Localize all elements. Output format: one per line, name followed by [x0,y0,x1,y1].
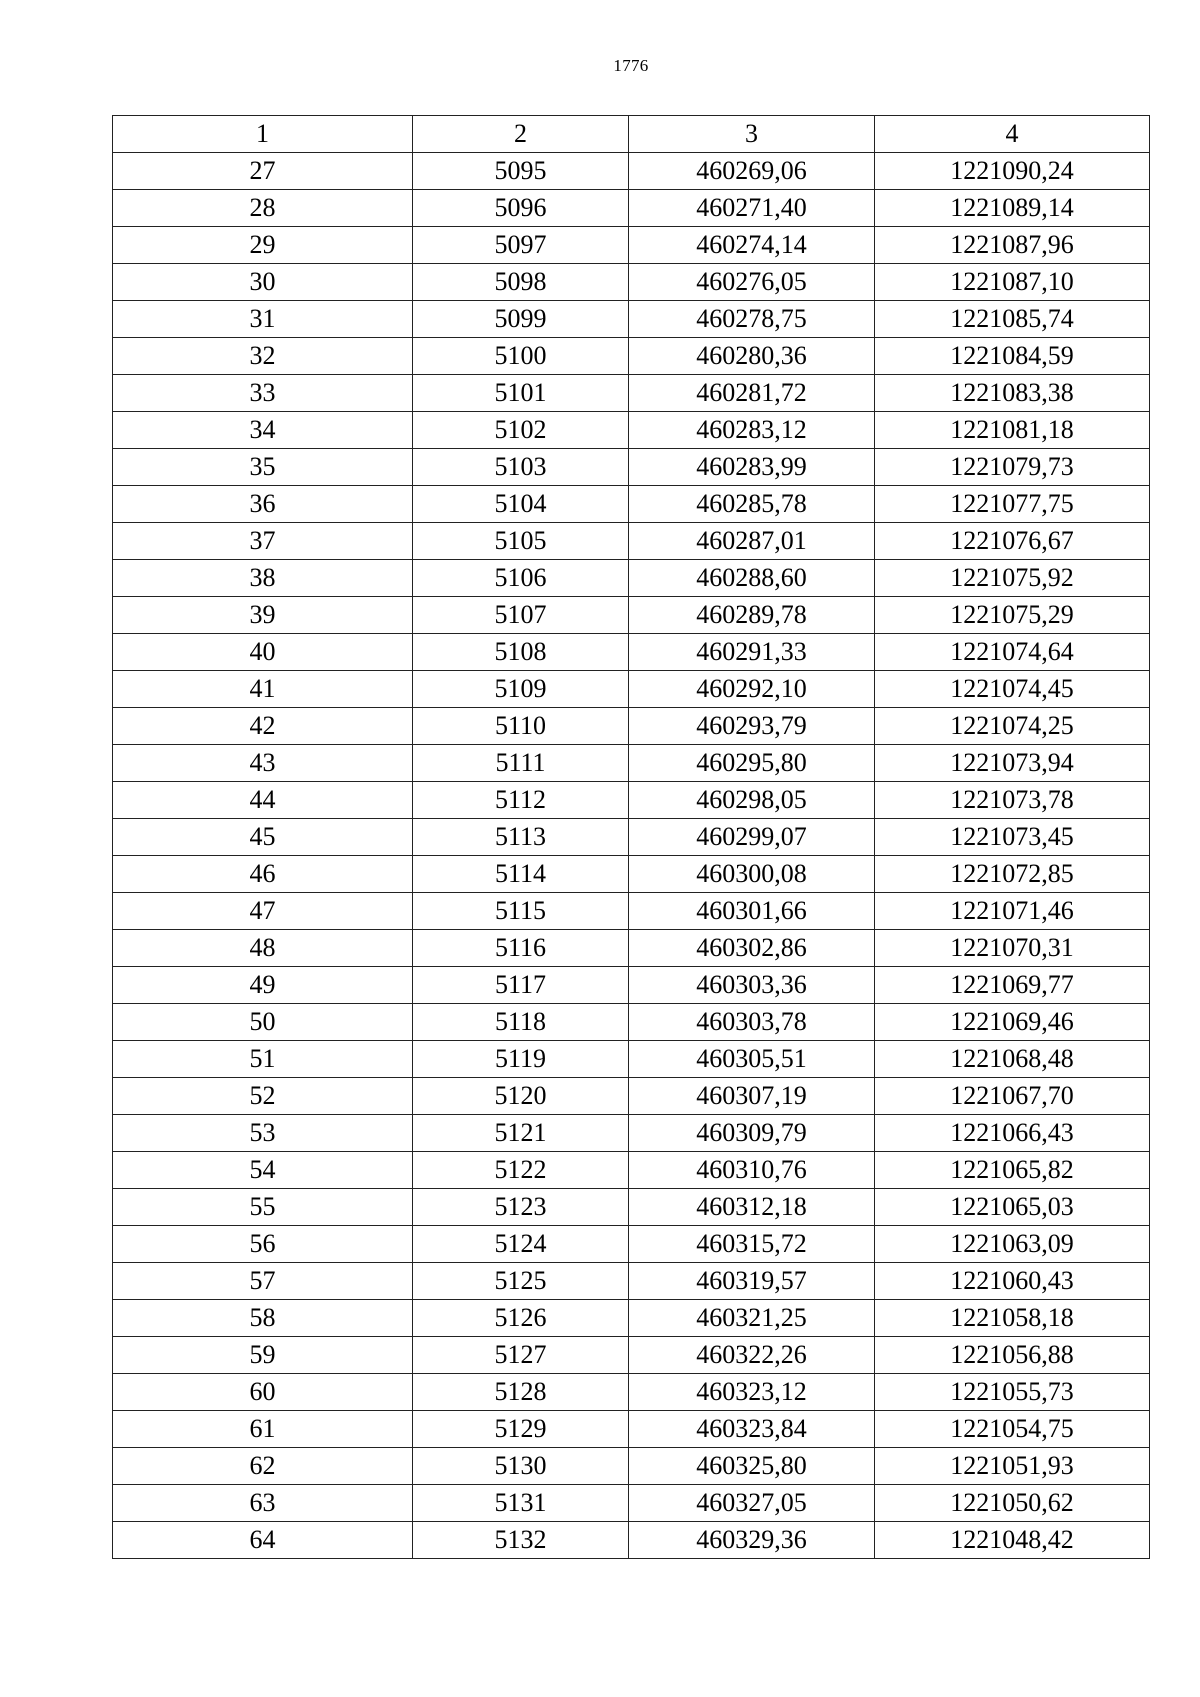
table-cell: 5103 [413,449,629,486]
table-row [113,375,1150,412]
table-cell: 1221066,43 [875,1115,1150,1152]
table-cell: 5104 [413,486,629,523]
table-cell: 27 [113,153,413,190]
table-cell: 460312,18 [629,1189,875,1226]
table-cell: 460288,60 [629,560,875,597]
table-row [113,1337,1150,1374]
header-cell: 4 [875,116,1150,153]
table-cell: 460327,05 [629,1485,875,1522]
table-cell: 1221074,45 [875,671,1150,708]
header-row [113,116,1150,153]
table-cell: 38 [113,560,413,597]
table-cell: 1221081,18 [875,412,1150,449]
table-cell: 460323,84 [629,1411,875,1448]
table-cell: 5116 [413,930,629,967]
table-cell: 5122 [413,1152,629,1189]
table-cell: 460291,33 [629,634,875,671]
table-cell: 1221079,73 [875,449,1150,486]
table-cell: 1221067,70 [875,1078,1150,1115]
table-cell: 37 [113,523,413,560]
table-cell: 1221074,64 [875,634,1150,671]
table-cell: 43 [113,745,413,782]
table-cell: 1221075,29 [875,597,1150,634]
table-cell: 1221073,45 [875,819,1150,856]
table-cell: 57 [113,1263,413,1300]
table-cell: 1221075,92 [875,560,1150,597]
table-cell: 460283,99 [629,449,875,486]
table-header [113,116,1150,153]
table-cell: 47 [113,893,413,930]
table-cell: 1221087,10 [875,264,1150,301]
table-cell: 5106 [413,560,629,597]
table-cell: 56 [113,1226,413,1263]
table-cell: 460271,40 [629,190,875,227]
table-row [113,597,1150,634]
table-cell: 1221070,31 [875,930,1150,967]
table-cell: 50 [113,1004,413,1041]
header-cell: 1 [113,116,413,153]
table-cell: 460305,51 [629,1041,875,1078]
table-cell: 1221084,59 [875,338,1150,375]
table-cell: 1221056,88 [875,1337,1150,1374]
table-row [113,1448,1150,1485]
table-cell: 1221073,94 [875,745,1150,782]
table-row [113,1411,1150,1448]
page-number: 1776 [613,56,649,75]
table-cell: 5119 [413,1041,629,1078]
table-cell: 5113 [413,819,629,856]
table-cell: 460322,26 [629,1337,875,1374]
table-cell: 58 [113,1300,413,1337]
table-cell: 460303,78 [629,1004,875,1041]
table-cell: 59 [113,1337,413,1374]
table-cell: 1221085,74 [875,301,1150,338]
table-cell: 5109 [413,671,629,708]
table-row [113,1152,1150,1189]
table-cell: 1221087,96 [875,227,1150,264]
table-row [113,560,1150,597]
table-cell: 460295,80 [629,745,875,782]
table-cell: 46 [113,856,413,893]
table-cell: 41 [113,671,413,708]
table-cell: 460301,66 [629,893,875,930]
table-cell: 5114 [413,856,629,893]
table-row [113,708,1150,745]
table-row [113,1485,1150,1522]
table-cell: 55 [113,1189,413,1226]
table-row [113,449,1150,486]
table-cell: 460293,79 [629,708,875,745]
table-cell: 34 [113,412,413,449]
table-cell: 51 [113,1041,413,1078]
table-row [113,1374,1150,1411]
table-cell: 60 [113,1374,413,1411]
table-row [113,930,1150,967]
table-row [113,1189,1150,1226]
table-cell: 460329,36 [629,1522,875,1559]
table-cell: 460298,05 [629,782,875,819]
table-row [113,412,1150,449]
table-cell: 36 [113,486,413,523]
table-cell: 5096 [413,190,629,227]
table-cell: 1221050,62 [875,1485,1150,1522]
table-cell: 1221069,77 [875,967,1150,1004]
table-cell: 5098 [413,264,629,301]
header-cell: 2 [413,116,629,153]
table-cell: 63 [113,1485,413,1522]
table-cell: 1221072,85 [875,856,1150,893]
table-cell: 5125 [413,1263,629,1300]
table-cell: 460276,05 [629,264,875,301]
table-cell: 460302,86 [629,930,875,967]
table-cell: 40 [113,634,413,671]
table-cell: 5121 [413,1115,629,1152]
table-cell: 52 [113,1078,413,1115]
table-cell: 460280,36 [629,338,875,375]
table-row [113,893,1150,930]
table-row [113,523,1150,560]
table-cell: 460281,72 [629,375,875,412]
table-cell: 1221071,46 [875,893,1150,930]
table-cell: 1221060,43 [875,1263,1150,1300]
table-cell: 5095 [413,153,629,190]
table-cell: 48 [113,930,413,967]
table-row [113,1300,1150,1337]
table-cell: 35 [113,449,413,486]
table-cell: 460307,19 [629,1078,875,1115]
table-cell: 460303,36 [629,967,875,1004]
table-cell: 460285,78 [629,486,875,523]
table-cell: 5128 [413,1374,629,1411]
table-row [113,745,1150,782]
table-cell: 44 [113,782,413,819]
table-cell: 5127 [413,1337,629,1374]
table-cell: 29 [113,227,413,264]
table-cell: 460321,25 [629,1300,875,1337]
table-cell: 5120 [413,1078,629,1115]
table-cell: 1221089,14 [875,190,1150,227]
header-cell: 3 [629,116,875,153]
table-cell: 460323,12 [629,1374,875,1411]
table-cell: 1221058,18 [875,1300,1150,1337]
table-cell: 460309,79 [629,1115,875,1152]
table-row [113,1115,1150,1152]
table-cell: 5110 [413,708,629,745]
table-cell: 45 [113,819,413,856]
table-cell: 5123 [413,1189,629,1226]
table-cell: 30 [113,264,413,301]
table-row [113,634,1150,671]
table-cell: 1221068,48 [875,1041,1150,1078]
table-cell: 5099 [413,301,629,338]
table-row [113,227,1150,264]
table-cell: 5115 [413,893,629,930]
table-cell: 460319,57 [629,1263,875,1300]
table-cell: 39 [113,597,413,634]
table-cell: 5100 [413,338,629,375]
table-cell: 1221076,67 [875,523,1150,560]
table-row [113,819,1150,856]
table-cell: 5101 [413,375,629,412]
table-row [113,486,1150,523]
table-cell: 460315,72 [629,1226,875,1263]
table-row [113,264,1150,301]
table-cell: 5118 [413,1004,629,1041]
table-cell: 5111 [413,745,629,782]
table-cell: 1221065,82 [875,1152,1150,1189]
table-cell: 460278,75 [629,301,875,338]
table-cell: 61 [113,1411,413,1448]
table-cell: 28 [113,190,413,227]
table-cell: 1221063,09 [875,1226,1150,1263]
table-cell: 460269,06 [629,153,875,190]
table-cell: 1221048,42 [875,1522,1150,1559]
table-row [113,1078,1150,1115]
table-cell: 49 [113,967,413,1004]
table-cell: 31 [113,301,413,338]
table-cell: 5097 [413,227,629,264]
table-cell: 1221055,73 [875,1374,1150,1411]
table-cell: 460299,07 [629,819,875,856]
table-cell: 1221073,78 [875,782,1150,819]
table-cell: 62 [113,1448,413,1485]
table-cell: 1221051,93 [875,1448,1150,1485]
table-cell: 5112 [413,782,629,819]
table-cell: 5131 [413,1485,629,1522]
table-row [113,190,1150,227]
table-row [113,1004,1150,1041]
table-cell: 5108 [413,634,629,671]
table-cell: 1221090,24 [875,153,1150,190]
table-cell: 1221054,75 [875,1411,1150,1448]
table-cell: 64 [113,1522,413,1559]
table-row [113,967,1150,1004]
table-row [113,301,1150,338]
table-row [113,671,1150,708]
table-row [113,1522,1150,1559]
table-row [113,153,1150,190]
table-cell: 5124 [413,1226,629,1263]
table-cell: 54 [113,1152,413,1189]
table-row [113,782,1150,819]
table-cell: 460292,10 [629,671,875,708]
table-cell: 1221077,75 [875,486,1150,523]
table-cell: 5129 [413,1411,629,1448]
table-cell: 5126 [413,1300,629,1337]
table-cell: 42 [113,708,413,745]
table-cell: 33 [113,375,413,412]
table-row [113,338,1150,375]
table-cell: 460283,12 [629,412,875,449]
table-row [113,1263,1150,1300]
table-cell: 460300,08 [629,856,875,893]
table-cell: 1221074,25 [875,708,1150,745]
table-cell: 5132 [413,1522,629,1559]
table-row [113,1041,1150,1078]
table-row [113,856,1150,893]
table-cell: 1221069,46 [875,1004,1150,1041]
table-row [113,1226,1150,1263]
table-cell: 5107 [413,597,629,634]
table-cell: 53 [113,1115,413,1152]
coordinates-table [112,115,1150,1559]
table-cell: 1221065,03 [875,1189,1150,1226]
table-cell: 460310,76 [629,1152,875,1189]
table-cell: 5102 [413,412,629,449]
table-cell: 32 [113,338,413,375]
table-cell: 5130 [413,1448,629,1485]
table-cell: 5117 [413,967,629,1004]
table-cell: 460274,14 [629,227,875,264]
table-cell: 460287,01 [629,523,875,560]
table-cell: 1221083,38 [875,375,1150,412]
table-cell: 460289,78 [629,597,875,634]
table-cell: 460325,80 [629,1448,875,1485]
table-cell: 5105 [413,523,629,560]
table-body [113,153,1150,1559]
